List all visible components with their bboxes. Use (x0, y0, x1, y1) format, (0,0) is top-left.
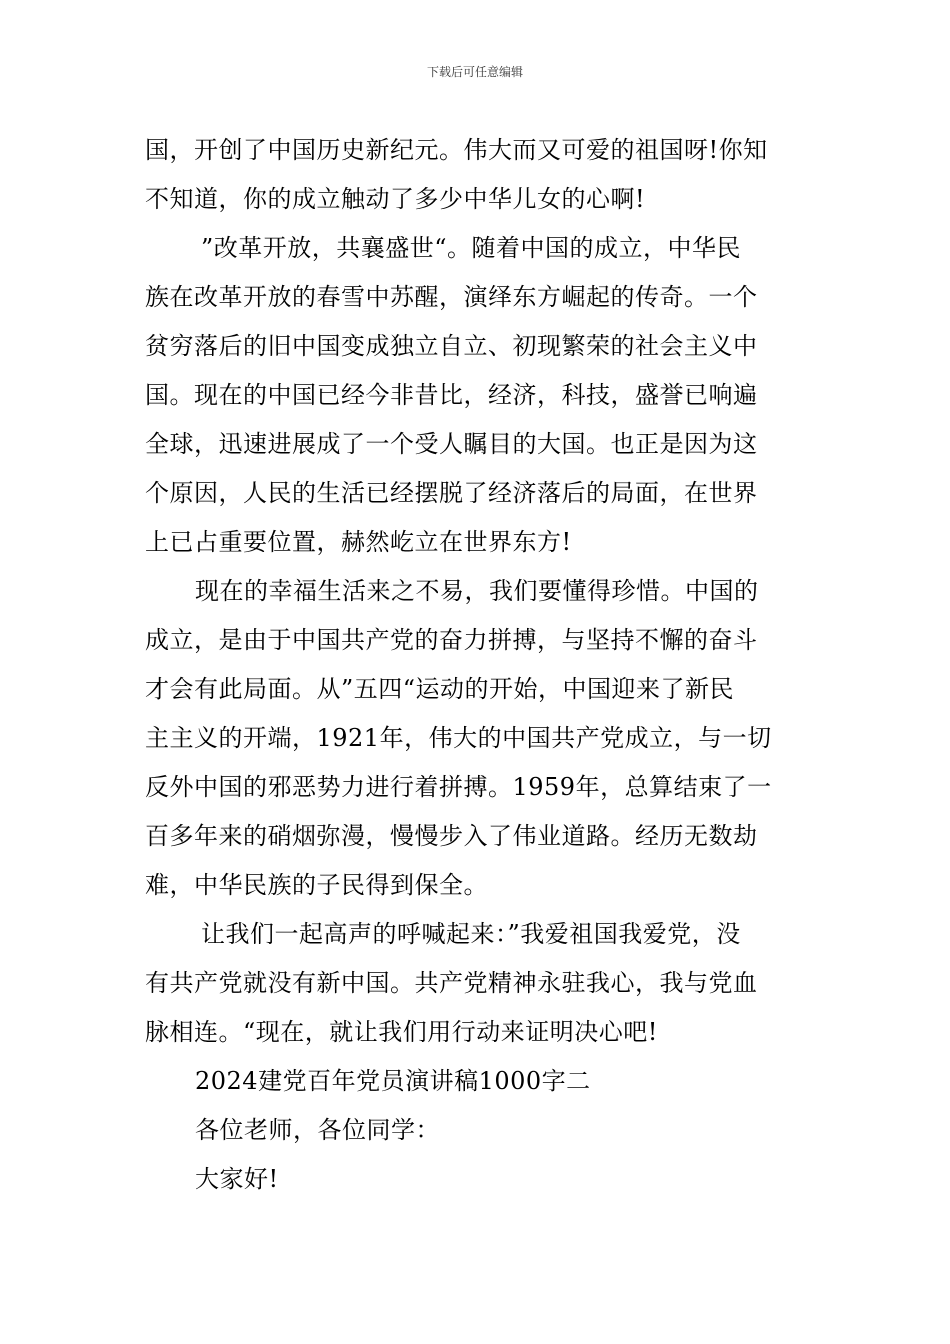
text-line: 族在改革开放的春雪中苏醒，演绎东方崛起的传奇。一个 (145, 283, 758, 311)
text-line: 才会有此局面。从”五四“运动的开始，中国迎来了新民 (145, 675, 735, 703)
text-line: 主主义的开端，1921年，伟大的中国共产党成立，与一切 (145, 724, 772, 752)
text-line: ”改革开放，共襄盛世“。随着中国的成立，中华民 (201, 234, 742, 262)
text-line: 难，中华民族的子民得到保全。 (145, 871, 488, 899)
text-line: 成立，是由于中国共产党的奋力拼搏，与坚持不懈的奋斗 (145, 626, 758, 654)
text-line: 全球，迅速进展成了一个受人瞩目的大国。也正是因为这 (145, 430, 758, 458)
text-line: 脉相连。“现在，就让我们用行动来证明决心吧! (145, 1018, 658, 1046)
text-line: 百多年来的硝烟弥漫，慢慢步入了伟业道路。经历无数劫 (145, 822, 758, 850)
text-line: 个原因，人民的生活已经摆脱了经济落后的局面，在世界 (145, 479, 758, 507)
document-body (145, 126, 810, 1204)
salutation: 各位老师，各位同学： (195, 1116, 440, 1144)
section-title: 2024建党百年党员演讲稿1000字二 (195, 1067, 591, 1095)
text-line: 不知道，你的成立触动了多少中华儿女的心啊! (145, 185, 646, 213)
text-line: 反外中国的邪恶势力进行着拼搏。1959年，总算结束了一 (145, 773, 772, 801)
text-line: 贫穷落后的旧中国变成独立自立、初现繁荣的社会主义中 (145, 332, 758, 360)
text-line: 国，开创了中国历史新纪元。伟大而又可爱的祖国呀!你知 (145, 136, 768, 164)
text-line: 有共产党就没有新中国。共产党精神永驻我心，我与党血 (145, 969, 758, 997)
text-line: 国。现在的中国已经今非昔比，经济，科技，盛誉已响遍 (145, 381, 758, 409)
page-header: 下载后可任意编辑 (426, 65, 523, 79)
text-line: 现在的幸福生活来之不易，我们要懂得珍惜。中国的 (195, 577, 759, 605)
greeting: 大家好! (195, 1165, 279, 1193)
text-line: 让我们一起高声的呼喊起来：”我爱祖国我爱党，没 (201, 920, 741, 948)
text-line: 上已占重要位置，赫然屹立在世界东方! (145, 528, 572, 556)
